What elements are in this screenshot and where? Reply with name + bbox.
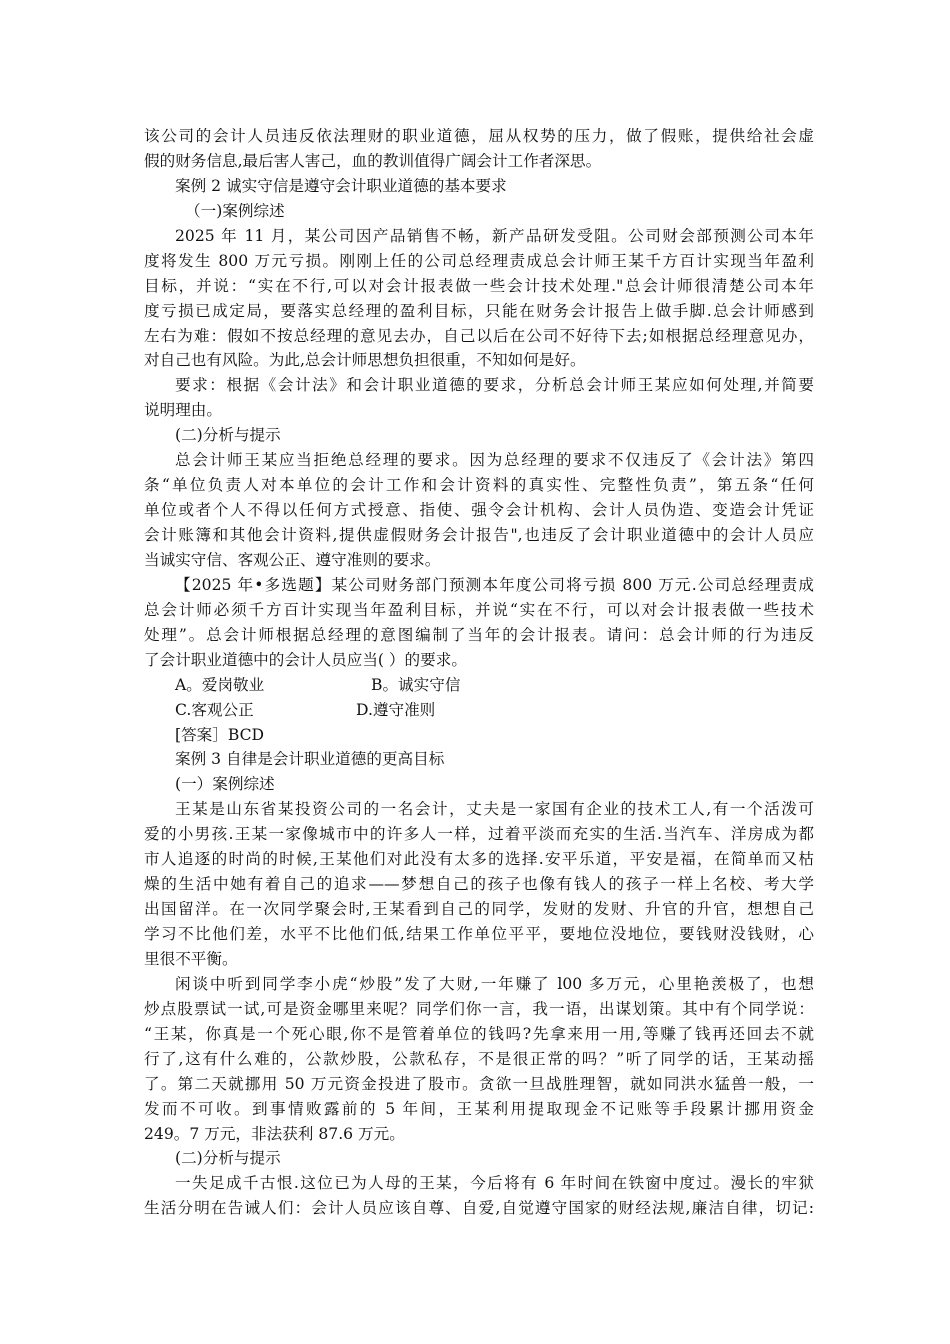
case3-story-line: 市人追逐的时尚的时候,王某他们对此没有太多的选择.安平乐道，平安是福，在简单而又枯 xyxy=(144,850,814,869)
option-a: A。爱岗敬业 xyxy=(175,675,265,694)
case3-analysis-line: 一失足成千古恨.这位已为人母的王某，今后将有 6 年时间在铁窗中度过。漫长的牢狱 xyxy=(175,1174,814,1193)
option-c: C.客观公正 xyxy=(175,700,254,719)
question-line: 【2025 年•多选题】某公司财务部门预测本年度公司将亏损 800 万元.公司总经理责成 xyxy=(175,575,814,594)
case3-subheading-overview: (一）案例综述 xyxy=(175,775,275,794)
case2-story-line: 2025 年 11 月，某公司因产品销售不畅，新产品研发受阻。公司财会部预测公司本年 xyxy=(175,226,814,245)
case3-story-line: 炒点股票试一试,可是资金哪里来呢？同学们你一言，我一语，出谋划策。其中有个同学说： xyxy=(144,999,814,1018)
case2-subheading-analysis: (二)分析与提示 xyxy=(175,426,281,445)
case3-story-line: 里很不平衡。 xyxy=(144,949,238,968)
answer-line: [答案］BCD xyxy=(175,725,265,744)
case3-story-line: 学习不比他们差，水平不比他们低,结果工作单位平平，要地位没地位，要钱财没钱财，心 xyxy=(144,925,814,943)
case3-story-line: 发而不可收。到事情败露前的 5 年间，王某利用提取现金不记账等手段累计挪用资金 xyxy=(144,1099,814,1118)
case3-story-line: 闲谈中听到同学李小虎“炒股”发了大财,一年赚了 l00 多万元，心里艳羡极了，也想 xyxy=(175,974,814,993)
case2-analysis-line: 当诚实守信、客观公正、遵守准则的要求。 xyxy=(144,550,441,569)
case2-subheading-overview: （一)案例综述 xyxy=(185,201,285,220)
case3-story-line: 出国留洋。在一次同学聚会时,王某看到自己的同学，发财的发财、升官的升官，想想自己 xyxy=(144,900,814,919)
case2-story-line: 对自己也有风险。为此,总会计师思想负担很重，不知如何是好。 xyxy=(144,351,586,370)
case2-requirement-line: 要求：根据《会计法》和会计职业道德的要求，分析总会计师王某应如何处理,并简要 xyxy=(175,376,814,395)
case3-story-line: 249。7 万元，非法获利 87.6 万元。 xyxy=(144,1124,405,1143)
case3-subheading-analysis: (二)分析与提示 xyxy=(175,1149,281,1168)
case3-story-line: 行了,这有什么难的，公款炒股，公款私存，不是很正常的吗？”听了同学的话，王某动摇 xyxy=(144,1049,814,1068)
case3-story-line: “王某，你真是一个死心眼,你不是管着单位的钱吗?先拿来用一用,等赚了钱再还回去不就 xyxy=(144,1024,814,1043)
case3-story-line: 爱的小男孩.王某一家像城市中的许多人一样，过着平淡而充实的生活.当汽车、洋房成为都 xyxy=(144,825,814,844)
intro-line: 假的财务信息,最后害人害己，血的教训值得广阔会计工作者深思。 xyxy=(144,151,602,170)
case2-title: 案例 2 诚实守信是遵守会计职业道德的基本要求 xyxy=(175,176,507,195)
case2-story-line: 目标，并说：“实在不行,可以对会计报表做一些会计技术处理."总会计师很清楚公司本年 xyxy=(144,276,814,295)
case2-requirement-line: 说明理由。 xyxy=(144,401,222,420)
question-line: 总会计师必须千方百计实现当年盈利目标，并说“实在不行，可以对会计报表做一些技术 xyxy=(144,600,814,619)
question-line: 了会计职业道德中的会计人员应当( ）的要求。 xyxy=(144,650,467,669)
case3-story-line: 了。第二天就挪用 50 万元资金投进了股市。贪欲一旦战胜理智，就如同洪水猛兽一般，一 xyxy=(144,1074,814,1093)
case3-title: 案例 3 自律是会计职业道德的更高目标 xyxy=(175,750,445,769)
option-b: B。诚实守信 xyxy=(371,675,461,694)
intro-line: 该公司的会计人员违反依法理财的职业道德，屈从权势的压力，做了假账，提供给社会虚 xyxy=(144,127,814,145)
case2-story-line: 度亏损已成定局，要落实总经理的盈利目标，只能在财务会计报告上做手脚.总会计师感到 xyxy=(144,301,814,320)
options-row xyxy=(144,673,814,698)
question-line: 处理”。总会计师根据总经理的意图编制了当年的会计报表。请问：总会计师的行为违反 xyxy=(144,625,814,644)
case3-story-line: 燥的生活中她有着自己的追求——梦想自己的孩子也像有钱人的孩子一样上名校、考大学 xyxy=(144,875,814,894)
case2-story-line: 度将发生 800 万元亏损。刚刚上任的公司总经理责成总会计师王某千方百计实现当年盈利 xyxy=(144,251,814,270)
case2-story-line: 左右为难：假如不按总经理的意见去办，自己以后在公司不好待下去;如根据总经理意见办， xyxy=(144,326,814,345)
case2-analysis-line: 会计账簿和其他会计资料,提供虚假财务会计报告",也违反了会计职业道德中的会计人员应 xyxy=(144,526,814,544)
case2-analysis-line: 条“单位负责人对本单位的会计工作和会计资料的真实性、完整性负责”，第五条“任何 xyxy=(144,476,814,495)
case2-analysis-line: 总会计师王某应当拒绝总经理的要求。因为总经理的要求不仅违反了《会计法》第四 xyxy=(175,451,814,470)
case2-analysis-line: 单位或者个人不得以任何方式授意、指使、强令会计机构、会计人员伪造、变造会计凭证 xyxy=(144,501,814,520)
case3-story-line: 王某是山东省某投资公司的一名会计，丈夫是一家国有企业的技术工人,有一个活泼可 xyxy=(175,800,814,819)
case3-analysis-line: 生活分明在告诫人们：会计人员应该自尊、自爱,自觉遵守国家的财经法规,廉洁自律，切记: xyxy=(144,1199,814,1218)
options-row xyxy=(144,698,814,723)
document-page xyxy=(144,124,814,1221)
option-d: D.遵守准则 xyxy=(356,700,436,719)
